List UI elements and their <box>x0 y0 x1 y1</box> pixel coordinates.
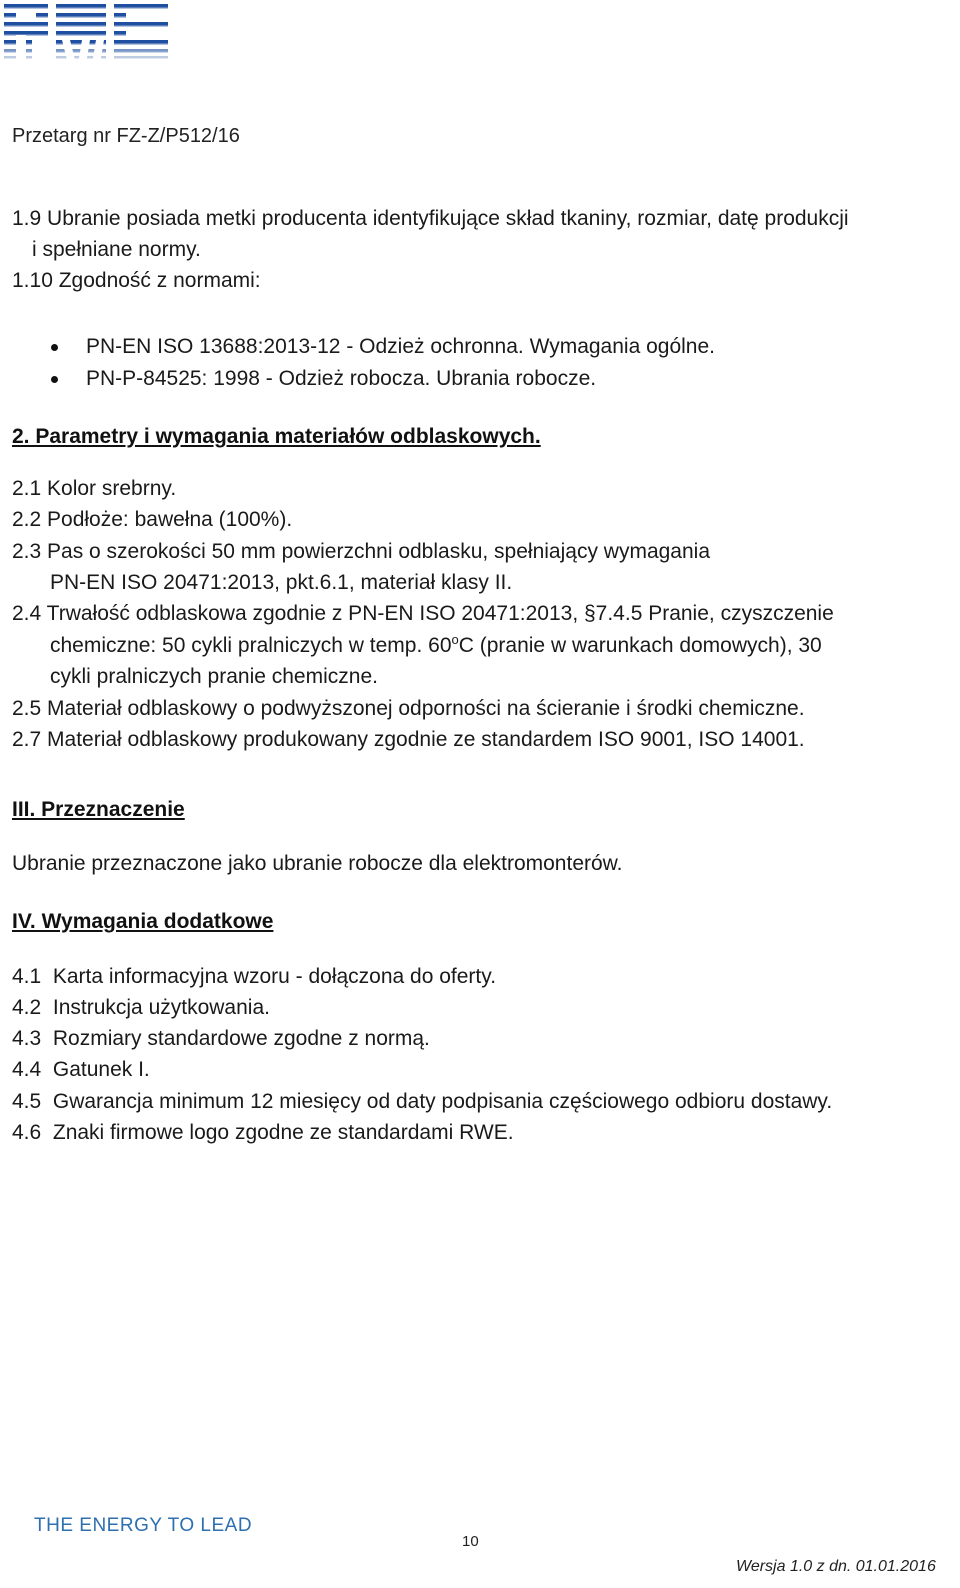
item-2-7: 2.7 Materiał odblaskowy produkowany zgodnie ze standardem ISO 9001, ISO 14001. <box>12 728 805 751</box>
item-2-3-line1: 2.3 Pas o szerokości 50 mm powierzchni odblasku, spełniający wymagania <box>12 540 711 563</box>
tender-reference: Przetarg nr FZ-Z/P512/16 <box>12 125 240 147</box>
list-item-text: Karta informacyjna wzoru - dołączona do oferty. <box>52 965 497 988</box>
section-3-text: Ubranie przeznaczone jako ubranie robocze dla elektromonterów. <box>12 852 623 875</box>
list-item-text: Znaki firmowe logo zgodne ze standardami RWE. <box>52 1121 514 1144</box>
footer-slogan: THE ENERGY TO LEAD <box>34 1515 253 1536</box>
degree-symbol: o <box>451 632 459 647</box>
list-item-4-2 <box>12 996 270 1020</box>
list-item-text: Gwarancja minimum 12 miesięcy od daty podpisania częściowego odbioru dostawy. <box>52 1090 833 1113</box>
standard-bullet-1: PN-EN ISO 13688:2013-12 - Odzież ochronna. Wymagania ogólne. <box>86 335 715 358</box>
rwe-logo <box>2 0 170 64</box>
list-item-number: 4.1 <box>12 965 42 988</box>
item-2-4-line2-pre: chemiczne: 50 cykli pralniczych w temp. 60 <box>50 634 452 657</box>
item-2-3-line2: PN-EN ISO 20471:2013, pkt.6.1, materiał klasy II. <box>50 571 513 594</box>
bullet-dot <box>51 376 58 383</box>
list-item-number: 4.4 <box>12 1058 42 1081</box>
item-1-10: 1.10 Zgodność z normami: <box>12 269 261 292</box>
rwe-logo-graphic <box>2 0 170 64</box>
item-2-4-line1: 2.4 Trwałość odblaskowa zgodnie z PN-EN ISO 20471:2013, §7.4.5 Pranie, czyszczenie <box>12 602 834 625</box>
item-1-9-line1: 1.9 Ubranie posiada metki producenta identyfikujące skład tkaniny, rozmiar, datę produkcji <box>12 207 849 230</box>
list-item-text: Gatunek I. <box>52 1058 150 1081</box>
list-item-4-6 <box>12 1121 514 1145</box>
list-item-text: Instrukcja użytkowania. <box>52 996 270 1019</box>
item-2-1: 2.1 Kolor srebrny. <box>12 477 177 500</box>
item-2-5: 2.5 Materiał odblaskowy o podwyższonej odporności na ścieranie i środki chemiczne. <box>12 697 805 720</box>
list-item-text: Rozmiary standardowe zgodne z normą. <box>52 1027 430 1050</box>
standard-bullet-2: PN-P-84525: 1998 - Odzież robocza. Ubrania robocze. <box>86 367 597 390</box>
list-item-number: 4.5 <box>12 1090 42 1113</box>
section-2-heading: 2. Parametry i wymagania materiałów odblaskowych. <box>12 425 541 448</box>
page-number: 10 <box>462 1533 479 1550</box>
section-3-heading: III. Przeznaczenie <box>12 798 185 821</box>
document-version: Wersja 1.0 z dn. 01.01.2016 <box>736 1558 936 1575</box>
list-item-4-3 <box>12 1027 430 1051</box>
bullet-dot <box>51 344 58 351</box>
item-1-9-line2: i spełniane normy. <box>32 238 201 261</box>
section-4-heading: IV. Wymagania dodatkowe <box>12 910 274 933</box>
list-item-number: 4.6 <box>12 1121 42 1144</box>
list-item-number: 4.2 <box>12 996 42 1019</box>
list-item-4-5 <box>12 1090 832 1114</box>
item-2-2: 2.2 Podłoże: bawełna (100%). <box>12 508 293 531</box>
item-2-4-line2-post: C (pranie w warunkach domowych), 30 <box>458 634 822 657</box>
item-2-4-line3: cykli pralniczych pranie chemiczne. <box>50 665 378 688</box>
list-item-4-4 <box>12 1058 150 1082</box>
item-2-4-line2 <box>50 634 822 658</box>
list-item-number: 4.3 <box>12 1027 42 1050</box>
list-item-4-1 <box>12 965 496 989</box>
